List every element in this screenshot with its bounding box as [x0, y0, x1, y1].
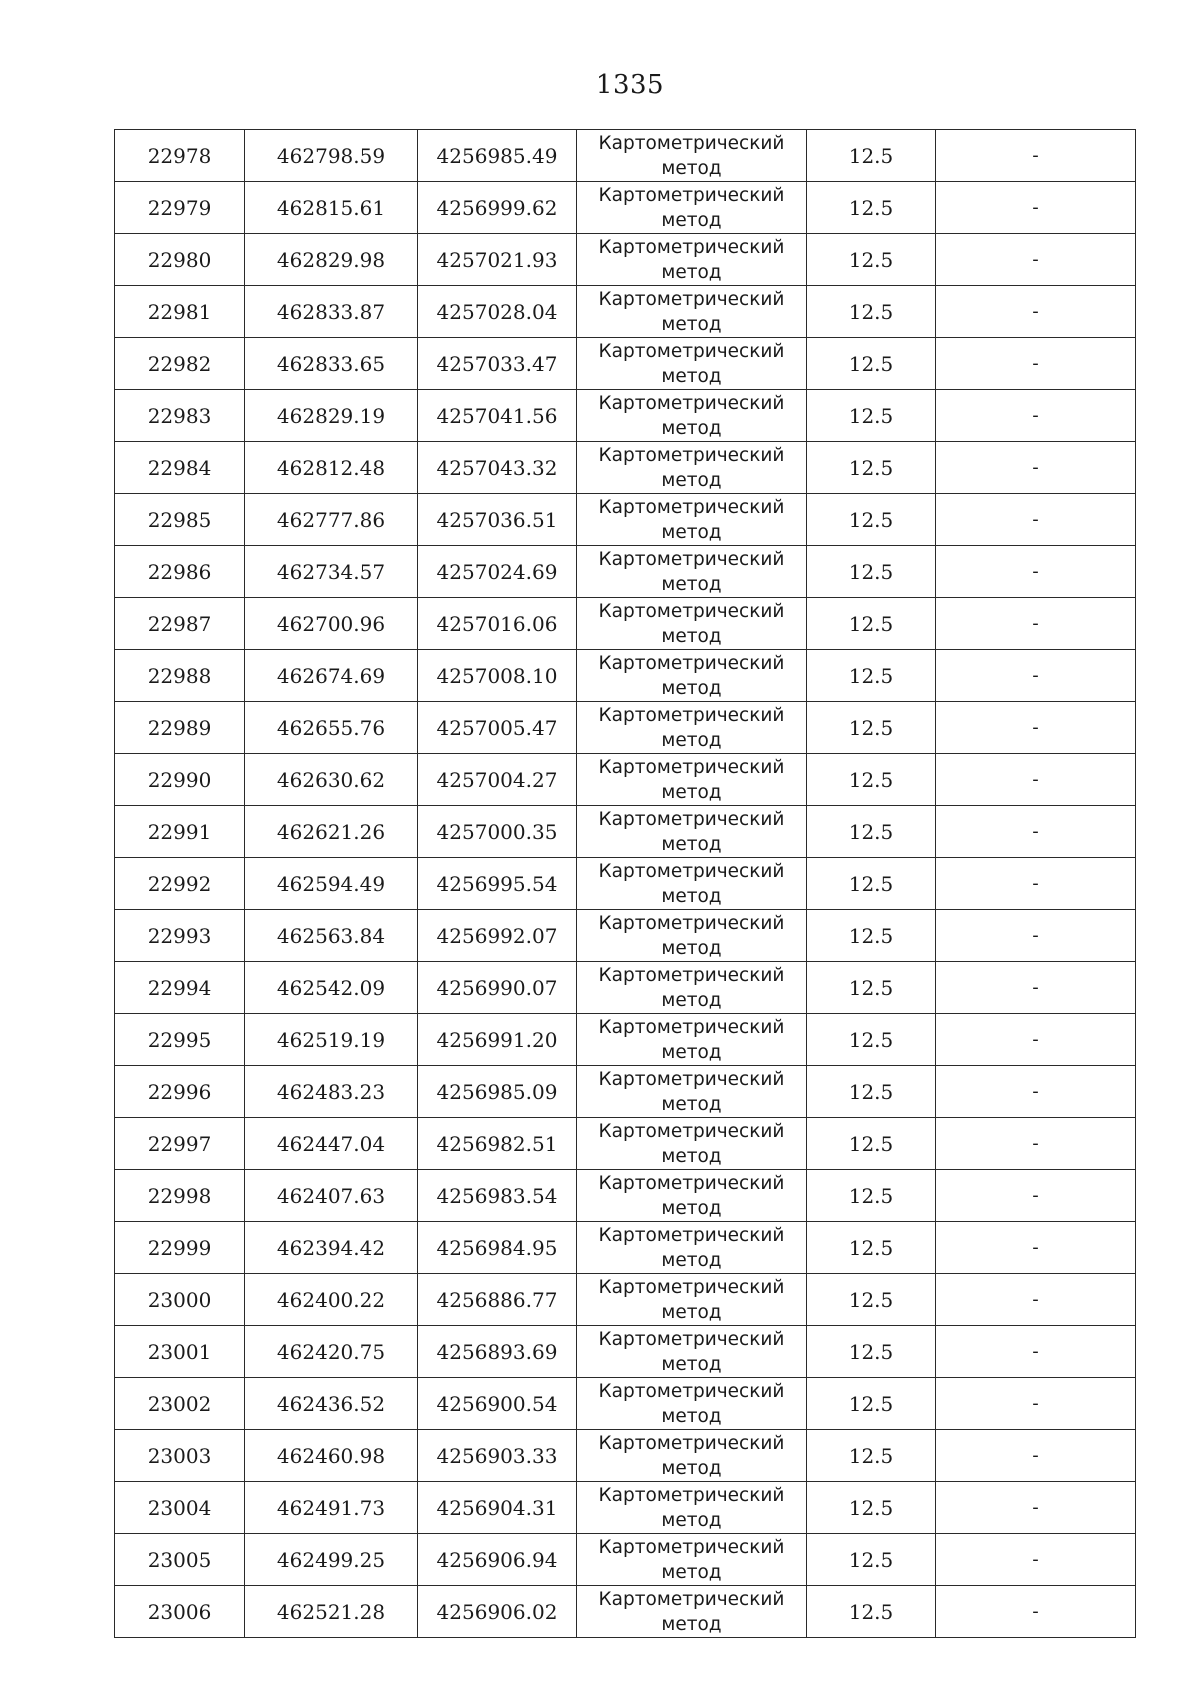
table-row — [115, 1586, 1136, 1638]
x-coordinate-cell: 462542.09 — [245, 962, 418, 1014]
method-cell — [577, 806, 807, 858]
method-line-2: метод — [661, 1301, 722, 1323]
method-line-2: метод — [661, 1405, 722, 1427]
note-cell: - — [936, 702, 1136, 754]
point-id-cell: 22997 — [115, 1118, 245, 1170]
table-row — [115, 1222, 1136, 1274]
method-cell — [577, 1482, 807, 1534]
note-cell: - — [936, 286, 1136, 338]
method-line-2: метод — [661, 157, 722, 179]
y-coordinate-cell: 4256985.09 — [418, 1066, 577, 1118]
note-cell: - — [936, 130, 1136, 182]
method-line-2: метод — [661, 1561, 722, 1583]
note-cell: - — [936, 1274, 1136, 1326]
note-cell: - — [936, 1170, 1136, 1222]
point-id-cell: 22982 — [115, 338, 245, 390]
y-coordinate-cell: 4256983.54 — [418, 1170, 577, 1222]
accuracy-cell: 12.5 — [807, 754, 936, 806]
table-row — [115, 1118, 1136, 1170]
method-cell — [577, 858, 807, 910]
method-line-1: Картометрический — [598, 288, 785, 310]
note-cell: - — [936, 598, 1136, 650]
x-coordinate-cell: 462812.48 — [245, 442, 418, 494]
table-row — [115, 286, 1136, 338]
accuracy-cell: 12.5 — [807, 494, 936, 546]
accuracy-cell: 12.5 — [807, 234, 936, 286]
method-line-2: метод — [661, 1093, 722, 1115]
method-line-2: метод — [661, 1249, 722, 1271]
method-cell — [577, 442, 807, 494]
accuracy-cell: 12.5 — [807, 390, 936, 442]
table-row — [115, 1430, 1136, 1482]
method-line-1: Картометрический — [598, 392, 785, 414]
accuracy-cell: 12.5 — [807, 1378, 936, 1430]
accuracy-cell: 12.5 — [807, 442, 936, 494]
note-cell: - — [936, 182, 1136, 234]
accuracy-cell: 12.5 — [807, 338, 936, 390]
x-coordinate-cell: 462621.26 — [245, 806, 418, 858]
method-cell — [577, 962, 807, 1014]
accuracy-cell: 12.5 — [807, 702, 936, 754]
point-id-cell: 22978 — [115, 130, 245, 182]
method-line-2: метод — [661, 1041, 722, 1063]
method-line-1: Картометрический — [598, 184, 785, 206]
method-cell — [577, 286, 807, 338]
x-coordinate-cell: 462460.98 — [245, 1430, 418, 1482]
note-cell: - — [936, 1482, 1136, 1534]
method-line-1: Картометрический — [598, 964, 785, 986]
method-cell — [577, 1222, 807, 1274]
coordinates-table-body — [115, 130, 1136, 1638]
method-line-2: метод — [661, 469, 722, 491]
method-line-2: метод — [661, 989, 722, 1011]
accuracy-cell: 12.5 — [807, 1586, 936, 1638]
x-coordinate-cell: 462436.52 — [245, 1378, 418, 1430]
method-line-1: Картометрический — [598, 236, 785, 258]
method-line-1: Картометрический — [598, 340, 785, 362]
x-coordinate-cell: 462519.19 — [245, 1014, 418, 1066]
method-line-1: Картометрический — [598, 1536, 785, 1558]
method-line-1: Картометрический — [598, 132, 785, 154]
point-id-cell: 22985 — [115, 494, 245, 546]
method-line-2: метод — [661, 365, 722, 387]
method-cell — [577, 1534, 807, 1586]
accuracy-cell: 12.5 — [807, 130, 936, 182]
method-line-2: метод — [661, 573, 722, 595]
table-row — [115, 1014, 1136, 1066]
table-row — [115, 858, 1136, 910]
table-row — [115, 1066, 1136, 1118]
method-line-1: Картометрический — [598, 1068, 785, 1090]
method-line-1: Картометрический — [598, 860, 785, 882]
x-coordinate-cell: 462491.73 — [245, 1482, 418, 1534]
x-coordinate-cell: 462447.04 — [245, 1118, 418, 1170]
method-line-2: метод — [661, 1145, 722, 1167]
note-cell: - — [936, 806, 1136, 858]
accuracy-cell: 12.5 — [807, 858, 936, 910]
x-coordinate-cell: 462829.98 — [245, 234, 418, 286]
method-line-1: Картометрический — [598, 652, 785, 674]
point-id-cell: 23004 — [115, 1482, 245, 1534]
method-line-2: метод — [661, 1197, 722, 1219]
y-coordinate-cell: 4256990.07 — [418, 962, 577, 1014]
y-coordinate-cell: 4256886.77 — [418, 1274, 577, 1326]
table-row — [115, 1326, 1136, 1378]
accuracy-cell: 12.5 — [807, 1014, 936, 1066]
note-cell: - — [936, 442, 1136, 494]
accuracy-cell: 12.5 — [807, 1066, 936, 1118]
table-row — [115, 754, 1136, 806]
method-line-1: Картометрический — [598, 1432, 785, 1454]
method-line-1: Картометрический — [598, 1016, 785, 1038]
note-cell: - — [936, 754, 1136, 806]
x-coordinate-cell: 462777.86 — [245, 494, 418, 546]
y-coordinate-cell: 4256985.49 — [418, 130, 577, 182]
table-row — [115, 338, 1136, 390]
note-cell: - — [936, 234, 1136, 286]
y-coordinate-cell: 4256984.95 — [418, 1222, 577, 1274]
accuracy-cell: 12.5 — [807, 962, 936, 1014]
method-line-2: метод — [661, 729, 722, 751]
method-cell — [577, 1066, 807, 1118]
table-row — [115, 1534, 1136, 1586]
method-line-1: Картометрический — [598, 1588, 785, 1610]
accuracy-cell: 12.5 — [807, 1430, 936, 1482]
method-line-1: Картометрический — [598, 808, 785, 830]
note-cell: - — [936, 910, 1136, 962]
point-id-cell: 22992 — [115, 858, 245, 910]
point-id-cell: 23003 — [115, 1430, 245, 1482]
method-cell — [577, 650, 807, 702]
note-cell: - — [936, 494, 1136, 546]
method-line-2: метод — [661, 885, 722, 907]
accuracy-cell: 12.5 — [807, 1326, 936, 1378]
y-coordinate-cell: 4257016.06 — [418, 598, 577, 650]
x-coordinate-cell: 462833.87 — [245, 286, 418, 338]
method-line-2: метод — [661, 937, 722, 959]
x-coordinate-cell: 462521.28 — [245, 1586, 418, 1638]
x-coordinate-cell: 462734.57 — [245, 546, 418, 598]
note-cell: - — [936, 1430, 1136, 1482]
y-coordinate-cell: 4257004.27 — [418, 754, 577, 806]
y-coordinate-cell: 4257000.35 — [418, 806, 577, 858]
method-line-1: Картометрический — [598, 1328, 785, 1350]
point-id-cell: 22991 — [115, 806, 245, 858]
method-cell — [577, 1430, 807, 1482]
y-coordinate-cell: 4257043.32 — [418, 442, 577, 494]
method-cell — [577, 338, 807, 390]
method-line-1: Картометрический — [598, 600, 785, 622]
x-coordinate-cell: 462400.22 — [245, 1274, 418, 1326]
method-line-2: метод — [661, 261, 722, 283]
y-coordinate-cell: 4257024.69 — [418, 546, 577, 598]
accuracy-cell: 12.5 — [807, 806, 936, 858]
y-coordinate-cell: 4257005.47 — [418, 702, 577, 754]
x-coordinate-cell: 462594.49 — [245, 858, 418, 910]
table-row — [115, 1482, 1136, 1534]
accuracy-cell: 12.5 — [807, 1482, 936, 1534]
table-row — [115, 806, 1136, 858]
accuracy-cell: 12.5 — [807, 1274, 936, 1326]
y-coordinate-cell: 4256992.07 — [418, 910, 577, 962]
table-row — [115, 546, 1136, 598]
page-number: 1335 — [595, 70, 665, 100]
y-coordinate-cell: 4257028.04 — [418, 286, 577, 338]
accuracy-cell: 12.5 — [807, 1222, 936, 1274]
point-id-cell: 22988 — [115, 650, 245, 702]
point-id-cell: 22979 — [115, 182, 245, 234]
point-id-cell: 23002 — [115, 1378, 245, 1430]
accuracy-cell: 12.5 — [807, 598, 936, 650]
note-cell: - — [936, 962, 1136, 1014]
accuracy-cell: 12.5 — [807, 910, 936, 962]
x-coordinate-cell: 462798.59 — [245, 130, 418, 182]
method-cell — [577, 494, 807, 546]
point-id-cell: 22994 — [115, 962, 245, 1014]
point-id-cell: 22983 — [115, 390, 245, 442]
method-cell — [577, 182, 807, 234]
method-line-2: метод — [661, 209, 722, 231]
note-cell: - — [936, 1534, 1136, 1586]
method-cell — [577, 234, 807, 286]
x-coordinate-cell: 462833.65 — [245, 338, 418, 390]
method-cell — [577, 910, 807, 962]
method-line-1: Картометрический — [598, 548, 785, 570]
point-id-cell: 22986 — [115, 546, 245, 598]
method-line-2: метод — [661, 521, 722, 543]
point-id-cell: 22987 — [115, 598, 245, 650]
method-line-2: метод — [661, 677, 722, 699]
method-line-2: метод — [661, 1613, 722, 1635]
y-coordinate-cell: 4256893.69 — [418, 1326, 577, 1378]
method-cell — [577, 546, 807, 598]
x-coordinate-cell: 462674.69 — [245, 650, 418, 702]
note-cell: - — [936, 650, 1136, 702]
note-cell: - — [936, 390, 1136, 442]
y-coordinate-cell: 4256906.02 — [418, 1586, 577, 1638]
method-cell — [577, 1378, 807, 1430]
method-cell — [577, 1014, 807, 1066]
point-id-cell: 22999 — [115, 1222, 245, 1274]
y-coordinate-cell: 4257033.47 — [418, 338, 577, 390]
x-coordinate-cell: 462829.19 — [245, 390, 418, 442]
point-id-cell: 22981 — [115, 286, 245, 338]
table-row — [115, 442, 1136, 494]
method-cell — [577, 390, 807, 442]
note-cell: - — [936, 858, 1136, 910]
method-line-2: метод — [661, 417, 722, 439]
note-cell: - — [936, 1014, 1136, 1066]
method-cell — [577, 1326, 807, 1378]
point-id-cell: 22993 — [115, 910, 245, 962]
x-coordinate-cell: 462700.96 — [245, 598, 418, 650]
point-id-cell: 22996 — [115, 1066, 245, 1118]
table-row — [115, 1170, 1136, 1222]
accuracy-cell: 12.5 — [807, 182, 936, 234]
method-line-1: Картометрический — [598, 756, 785, 778]
y-coordinate-cell: 4256982.51 — [418, 1118, 577, 1170]
method-line-2: метод — [661, 833, 722, 855]
point-id-cell: 22990 — [115, 754, 245, 806]
table-row — [115, 390, 1136, 442]
table-row — [115, 182, 1136, 234]
y-coordinate-cell: 4256906.94 — [418, 1534, 577, 1586]
y-coordinate-cell: 4257021.93 — [418, 234, 577, 286]
accuracy-cell: 12.5 — [807, 1170, 936, 1222]
point-id-cell: 23000 — [115, 1274, 245, 1326]
method-cell — [577, 598, 807, 650]
method-line-1: Картометрический — [598, 1484, 785, 1506]
y-coordinate-cell: 4257036.51 — [418, 494, 577, 546]
method-cell — [577, 1170, 807, 1222]
method-cell — [577, 1118, 807, 1170]
point-id-cell: 23005 — [115, 1534, 245, 1586]
method-line-2: метод — [661, 625, 722, 647]
y-coordinate-cell: 4257041.56 — [418, 390, 577, 442]
accuracy-cell: 12.5 — [807, 1534, 936, 1586]
accuracy-cell: 12.5 — [807, 1118, 936, 1170]
method-line-2: метод — [661, 1457, 722, 1479]
method-line-1: Картометрический — [598, 912, 785, 934]
table-row — [115, 494, 1136, 546]
accuracy-cell: 12.5 — [807, 650, 936, 702]
method-line-2: метод — [661, 1353, 722, 1375]
method-line-1: Картометрический — [598, 1380, 785, 1402]
method-line-1: Картометрический — [598, 1120, 785, 1142]
table-row — [115, 598, 1136, 650]
method-cell — [577, 1274, 807, 1326]
method-cell — [577, 130, 807, 182]
y-coordinate-cell: 4257008.10 — [418, 650, 577, 702]
method-line-1: Картометрический — [598, 444, 785, 466]
table-row — [115, 650, 1136, 702]
x-coordinate-cell: 462483.23 — [245, 1066, 418, 1118]
table-row — [115, 1274, 1136, 1326]
method-line-1: Картометрический — [598, 496, 785, 518]
y-coordinate-cell: 4256904.31 — [418, 1482, 577, 1534]
table-row — [115, 962, 1136, 1014]
method-line-2: метод — [661, 781, 722, 803]
accuracy-cell: 12.5 — [807, 286, 936, 338]
point-id-cell: 22998 — [115, 1170, 245, 1222]
table-row — [115, 910, 1136, 962]
note-cell: - — [936, 338, 1136, 390]
y-coordinate-cell: 4256900.54 — [418, 1378, 577, 1430]
point-id-cell: 22995 — [115, 1014, 245, 1066]
method-line-1: Картометрический — [598, 1172, 785, 1194]
y-coordinate-cell: 4256903.33 — [418, 1430, 577, 1482]
note-cell: - — [936, 1326, 1136, 1378]
x-coordinate-cell: 462655.76 — [245, 702, 418, 754]
x-coordinate-cell: 462394.42 — [245, 1222, 418, 1274]
table-row — [115, 130, 1136, 182]
x-coordinate-cell: 462815.61 — [245, 182, 418, 234]
point-id-cell: 22989 — [115, 702, 245, 754]
note-cell: - — [936, 1586, 1136, 1638]
point-id-cell: 22984 — [115, 442, 245, 494]
note-cell: - — [936, 1222, 1136, 1274]
method-line-1: Картометрический — [598, 1224, 785, 1246]
note-cell: - — [936, 1118, 1136, 1170]
note-cell: - — [936, 546, 1136, 598]
note-cell: - — [936, 1378, 1136, 1430]
method-line-2: метод — [661, 1509, 722, 1531]
x-coordinate-cell: 462499.25 — [245, 1534, 418, 1586]
method-line-1: Картометрический — [598, 704, 785, 726]
point-id-cell: 23006 — [115, 1586, 245, 1638]
point-id-cell: 23001 — [115, 1326, 245, 1378]
table-row — [115, 234, 1136, 286]
x-coordinate-cell: 462563.84 — [245, 910, 418, 962]
point-id-cell: 22980 — [115, 234, 245, 286]
x-coordinate-cell: 462407.63 — [245, 1170, 418, 1222]
table-row — [115, 1378, 1136, 1430]
y-coordinate-cell: 4256995.54 — [418, 858, 577, 910]
y-coordinate-cell: 4256999.62 — [418, 182, 577, 234]
coordinates-table — [114, 129, 1136, 1638]
method-cell — [577, 754, 807, 806]
accuracy-cell: 12.5 — [807, 546, 936, 598]
note-cell: - — [936, 1066, 1136, 1118]
method-cell — [577, 1586, 807, 1638]
y-coordinate-cell: 4256991.20 — [418, 1014, 577, 1066]
method-cell — [577, 702, 807, 754]
x-coordinate-cell: 462630.62 — [245, 754, 418, 806]
table-row — [115, 702, 1136, 754]
method-line-1: Картометрический — [598, 1276, 785, 1298]
method-line-2: метод — [661, 313, 722, 335]
x-coordinate-cell: 462420.75 — [245, 1326, 418, 1378]
